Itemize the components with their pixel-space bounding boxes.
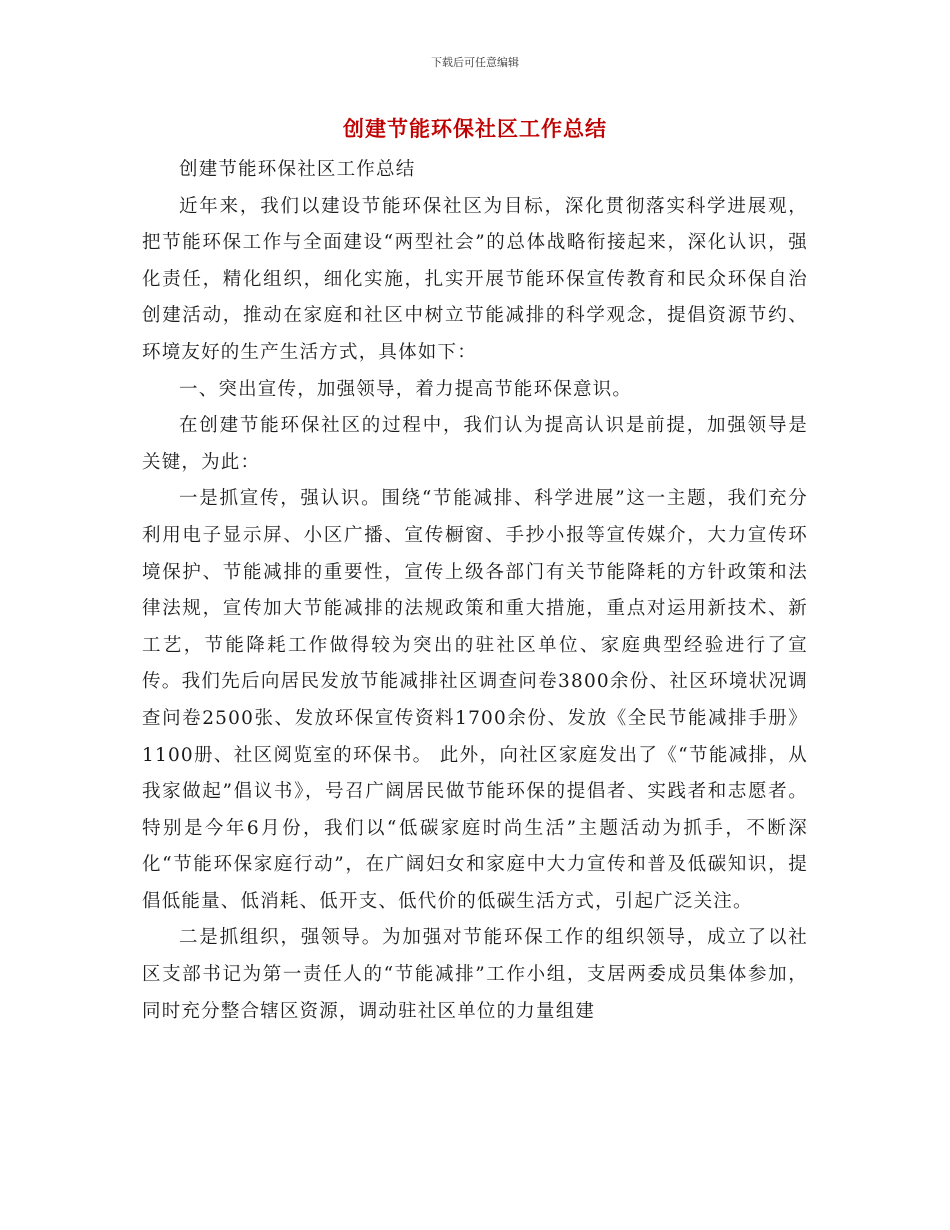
paragraph-section-heading: 一、突出宣传，加强领导，着力提高节能环保意识。 bbox=[179, 378, 633, 400]
paragraph-point-one: 一是抓宣传，强认识。围绕“节能减排、科学进展”这一主题，我们充分利用电子显示屏、小区广播、宣传橱窗、手抄小报等宣传媒介，大力宣传环境保护、节能减排的重要性，宣传上级各部门有关节能降耗的方针政策和法律法规，宣传加大节能减排的法规政策和重大措施，重点对运用新技术、新工艺，节能降耗工作做得较为突出的驻社区单位、家庭典型经验进行了宣传。我们先后向居民发放节能减排社区调查问卷3800余份、社区环境状况调查问卷2500张、发放环保宣传资料1700余份、发放《全民节能减排手册》1100册、社区阅览室的环保书。 此外，向社区家庭发出了《“节能减排，从我家做起”倡议书》，号召广阔居民做节能环保的提倡者、实践者和志愿者。特别是今年6月份，我们以“低碳家庭时尚生活”主题活动为抓手，不断深化“节能环保家庭行动”，在广阔妇女和家庭中大力宣传和普及低碳知识，提倡低能量、低消耗、低开支、低代价的低碳生活方式，引起广泛关注。 bbox=[142, 488, 808, 912]
paragraph-section-intro: 在创建节能环保社区的过程中，我们认为提高认识是前提，加强领导是关键，为此： bbox=[142, 415, 808, 473]
header-note: 下载后可任意编辑 bbox=[431, 56, 519, 69]
document-body bbox=[142, 152, 808, 1030]
document-title: 创建节能环保社区工作总结 bbox=[343, 116, 607, 141]
paragraph-intro: 近年来，我们以建设节能环保社区为目标，深化贯彻落实科学进展观，把节能环保工作与全面建设“两型社会”的总体战略衔接起来，深化认识，强化责任，精化组织，细化实施，扎实开展节能环保宣传教育和民众环保自治创建活动，推动在家庭和社区中树立节能减排的科学观念，提倡资源节约、环境友好的生产生活方式，具体如下： bbox=[142, 195, 808, 363]
paragraph-point-two: 二是抓组织，强领导。为加强对节能环保工作的组织领导，成立了以社区支部书记为第一责任人的“节能减排”工作小组，支居两委成员集体参加，同时充分整合辖区资源，调动驻社区单位的力量组建 bbox=[142, 927, 808, 1022]
paragraph-subtitle: 创建节能环保社区工作总结 bbox=[179, 159, 416, 180]
